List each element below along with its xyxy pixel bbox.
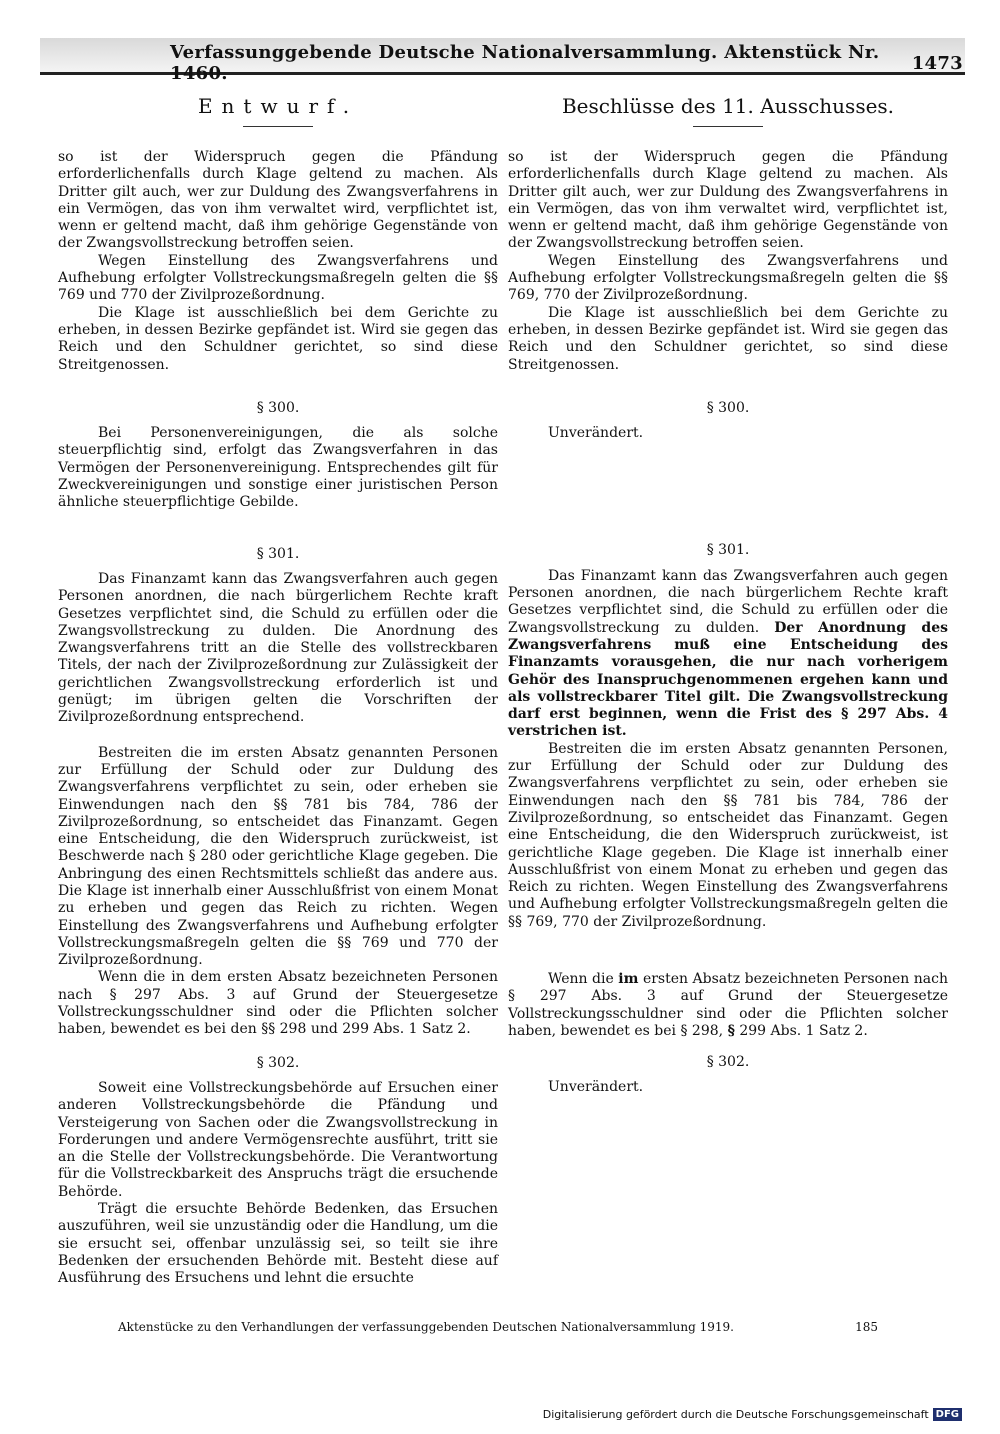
paragraph: Wegen Einstellung des Zwangsverfahrens und Aufhebung erfolgter Vollstreckungsmaßregeln gelten die §§ 769 und 770 der Zivilprozeßordnung. <box>58 252 498 304</box>
dfg-logo: DFG <box>933 1408 962 1421</box>
paragraph: Soweit eine Vollstreckungsbehörde auf Ersuchen einer anderen Vollstreckungsbehörde die Pfändung und Versteigerung von Sachen oder die Zwangsvollstreckung in Forderungen und andere Vermögensrechte ausführt, tritt sie an die Stelle der Vollstreckungsbehörde. Die Verantwortung für die Vollstreckbarkeit des Anspruchs trägt die ersuchende Behörde. <box>58 1079 498 1200</box>
header-title: Verfassunggebende Deutsche Nationalversammlung. Aktenstück Nr. 1460. <box>170 42 880 84</box>
page-footer <box>118 1320 878 1334</box>
paragraph: Unverändert. <box>548 1079 644 1096</box>
heading-rule <box>243 126 313 127</box>
paragraph <box>508 971 948 1040</box>
paragraph: so ist der Widerspruch gegen die Pfändung erforderlichenfalls durch Klage geltend zu machen. Als Dritter gilt auch, wer zur Duldung des Zwangsverfahrens in ein Vermögen, das von ihm verwaltet wird, verpflichtet ist, wenn er geltend macht, daß ihm gehörige Gegenstände von der Zwangsvollstreckung betroffen seien. <box>508 149 948 252</box>
section-heading: § 301. <box>706 542 750 559</box>
section-heading: § 300. <box>256 399 300 416</box>
section-heading: § 302. <box>256 1054 300 1071</box>
paragraph: Bestreiten die im ersten Absatz genannten Personen, zur Erfüllung der Schuld oder zur Duldung des Zwangsverfahrens verpflichtet zu sein, oder erheben sie Einwendungen nach den §§ 781 bis 784, 786 der Zivilprozeßordnung, so entscheidet das Finanzamt. Gegen eine Entscheidung, die den Widerspruch zurückweist, ist gerichtliche Klage gegeben. Die Klage ist innerhalb einer Ausschlußfrist von einem Monat zu erheben und gegen das Reich zu richten. Wegen Einstellung des Zwangsverfahrens und Aufhebung erfolgter Vollstreckungsmaßregeln gelten die §§ 769, 770 der Zivilprozeßordnung. <box>508 740 948 930</box>
heading-rule <box>693 126 763 127</box>
emphasis: muß eine Entscheidung des Finanzamts vorausgehen, die nur nach vorherigem Gehör des Inanspruchgenommenen ergehen kann und als vollstreckbarer Titel gilt. Die Zwangsvollstreckung darf erst beginnen, wenn die Frist des § 297 Abs. 4 verstrichen ist. <box>508 636 949 740</box>
credit-text: Digitalisierung gefördert durch die Deutsche Forschungsgemeinschaft <box>542 1408 929 1421</box>
emphasis: § <box>727 1022 735 1039</box>
section-heading: § 301. <box>256 545 300 562</box>
paragraph: Bei Personenvereinigungen, die als solche steuerpflichtig sind, erfolgt das Zwangsverfahren in das Vermögen der Personenvereinigung. Entsprechendes gilt für Zweckvereinigungen und sonstige einer juristischen Person ähnliche steuerpflichtige Gebilde. <box>58 425 498 511</box>
page-number: 1473 <box>911 52 963 74</box>
digitization-credit <box>543 1408 962 1421</box>
paragraph: Wegen Einstellung des Zwangsverfahrens und Aufhebung erfolgter Vollstreckungsmaßregeln gelten die §§ 769, 770 der Zivilprozeßordnung. <box>508 252 948 304</box>
left-column-heading: Entwurf. <box>197 94 359 118</box>
paragraph <box>508 568 948 741</box>
paragraph: Die Klage ist ausschließlich bei dem Gerichte zu erheben, in dessen Bezirke gepfändet ist. Wird sie gegen das Reich und den Schuldner gerichtet, so sind diese Streitgenossen. <box>58 304 498 373</box>
signature-number: 185 <box>855 1320 878 1334</box>
left-column <box>58 94 498 1288</box>
section-heading: § 300. <box>706 399 750 416</box>
text-run: 299 Abs. 1 Satz 2. <box>739 1022 868 1039</box>
paragraph: Bestreiten die im ersten Absatz genannten Personen zur Erfüllung der Schuld oder zur Duldung des Zwangsverfahrens verpflichtet zu sein, oder erheben sie Einwendungen nach den §§ 781 bis 784, 786 der Zivilprozeßordnung, so entscheidet das Finanzamt. Gegen eine Entscheidung, die den Widerspruch zurückweist, ist Beschwerde nach § 280 oder gerichtliche Klage gegeben. Die Anbringung des einen Rechtsmittels schließt das andere aus. Die Klage ist innerhalb einer Ausschlußfrist von einem Monat zu erheben und gegen das Reich zu richten. Wegen Einstellung des Zwangsverfahrens und Aufhebung erfolgter Vollstreckungsmaßregeln gelten die §§ 769 und 770 der Zivilprozeßordnung. <box>58 744 498 969</box>
paragraph: Unverändert. <box>548 425 644 442</box>
page-header <box>40 42 965 84</box>
paragraph: Die Klage ist ausschließlich bei dem Gerichte zu erheben, in dessen Bezirke gepfändet ist. Wird sie gegen das Reich und den Schuldner gerichtet, so sind diese Streitgenossen. <box>508 304 948 373</box>
paragraph: so ist der Widerspruch gegen die Pfändung erforderlichenfalls durch Klage geltend zu machen. Als Dritter gilt auch, wer zur Duldung des Zwangsverfahrens in ein Vermögen, das von ihm verwaltet wird, verpflichtet ist, wenn er geltend macht, daß ihm gehörige Gegenstände von der Zwangsvollstreckung betroffen seien. <box>58 149 498 252</box>
paragraph: Das Finanzamt kann das Zwangsverfahren auch gegen Personen anordnen, die nach bürgerlichem Rechte kraft Gesetzes verpflichtet sind, die Schuld zu erfüllen oder die Zwangsvollstreckung zu dulden. Die Anordnung des Zwangsverfahrens tritt an die Stelle des vollstreckbaren Titels, der nach der Zivilprozeßordnung zur Zulässigkeit der gerichtlichen Zwangsvollstreckung erforderlich ist und genügt; im übrigen gelten die Vorschriften der Zivilprozeßordnung entsprechend. <box>58 570 498 726</box>
paragraph: Trägt die ersuchte Behörde Bedenken, das Ersuchen auszuführen, weil sie unzuständig oder die Handlung, um die sie ersucht sei, offenbar unzulässig sei, so teilt sie ihre Bedenken der ersuchenden Behörde mit. Besteht diese auf Ausführung des Ersuchens und lehnt die ersuchte <box>58 1201 498 1287</box>
paragraph: Wenn die in dem ersten Absatz bezeichneten Personen nach § 297 Abs. 3 auf Grund der Steuergesetze Vollstreckungsschuldner sind oder die Pflichten solcher haben, bewendet es bei den §§ 298 und 299 Abs. 1 Satz 2. <box>58 969 498 1038</box>
text-run: ersten Absatz bezeichneten Personen nach § 297 Abs. 3 auf Grund der Steuergesetze Vollstreckungsschuldner sind oder die Pflichten solcher haben, bewendet es bei § 298, <box>508 970 949 1039</box>
section-heading: § 302. <box>706 1054 750 1071</box>
text-run: Wenn die <box>548 970 614 987</box>
footer-text: Aktenstücke zu den Verhandlungen der verfassunggebenden Deutschen Nationalversammlung 1919. <box>118 1320 734 1334</box>
emphasis: Der Anordnung des Zwangsverfahrens <box>508 619 949 653</box>
right-column-heading: Beschlüsse des 11. Ausschusses. <box>561 94 895 118</box>
right-column <box>508 94 948 1097</box>
emphasis: im <box>618 970 639 987</box>
text-run: Das Finanzamt kann das Zwangsverfahren auch gegen Personen anordnen, die nach bürgerlichem Rechte kraft Gesetzes verpflichtet sind, die Schuld zu erfüllen oder die Zwangsvollstreckung zu dulden. <box>508 567 948 636</box>
